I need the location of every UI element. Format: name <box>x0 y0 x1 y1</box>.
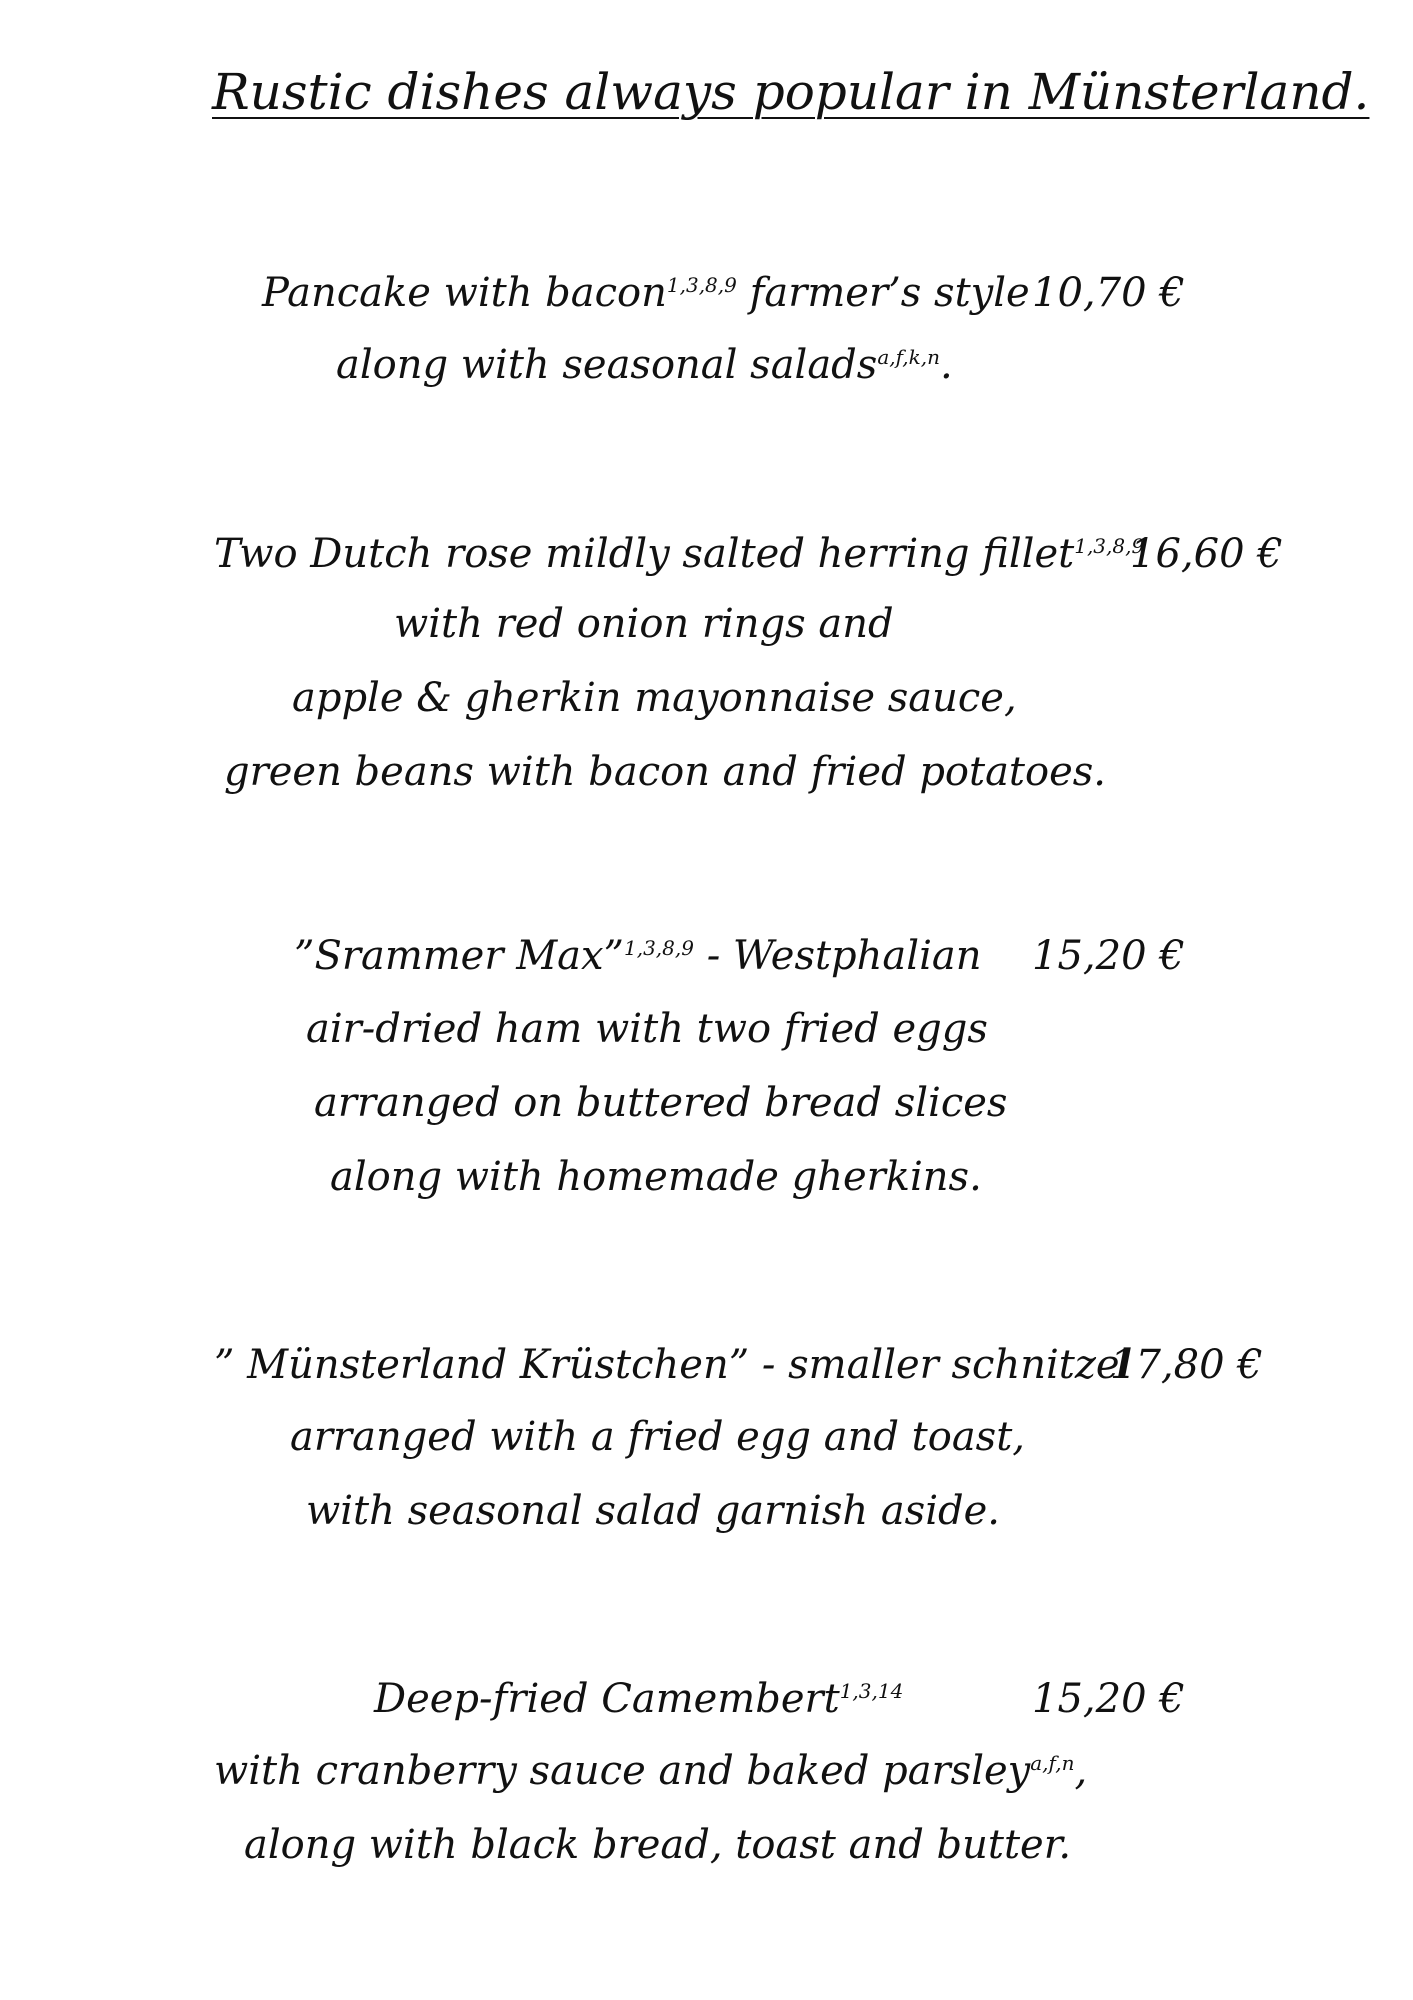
dish-3-name <box>294 929 981 983</box>
dish-1-name-text: Pancake with bacon <box>262 270 667 316</box>
dish-1-description-text: along with seasonal salads <box>336 342 878 388</box>
dish-5-price: 15,20 € <box>1032 1676 1185 1722</box>
dish-5-description-line-1 <box>214 1744 1087 1798</box>
dish-2-name-text: Two Dutch rose mildly salted herring fillet <box>214 531 1075 577</box>
dish-4-price: 17,80 € <box>1110 1342 1263 1388</box>
dish-5-description-text: with cranberry sauce and baked parsley <box>214 1748 1031 1794</box>
dish-5-name <box>374 1672 903 1726</box>
dish-1-price: 10,70 € <box>1032 270 1185 316</box>
dish-4-description-line-2: with seasonal salad garnish aside. <box>306 1488 1000 1534</box>
dish-1-name-text-2: farmer’s style <box>736 270 1030 316</box>
dish-3-description-line-1: air-dried ham with two fried eggs <box>306 1006 988 1052</box>
dish-3-allergens: 1,3,8,9 <box>624 936 694 960</box>
dish-4-description-line-1: arranged with a fried egg and toast, <box>290 1414 1025 1460</box>
dish-3-description-line-2: arranged on buttered bread slices <box>314 1080 1008 1126</box>
dish-3-name-text: ”Srammer Max” <box>294 933 624 979</box>
dish-4-name <box>214 1338 1132 1392</box>
dish-5-description-line-2: along with black bread, toast and butter. <box>244 1822 1072 1868</box>
dish-1-description-allergens: a,f,k,n <box>877 345 940 369</box>
dish-2-description-line-3: green beans with bacon and fried potatoes. <box>224 749 1106 795</box>
dish-2-allergens: 1,3,8,9 <box>1074 534 1145 558</box>
dish-3-price: 15,20 € <box>1032 933 1185 979</box>
dish-5-description-allergens: a,f,n <box>1030 1751 1075 1775</box>
page-title: Rustic dishes always popular in Münsterland. <box>212 63 1370 121</box>
dish-3-description-line-3: along with homemade gherkins. <box>330 1154 982 1200</box>
dish-3-name-text-2: - Westphalian <box>693 933 982 979</box>
dish-5-description-suffix: , <box>1074 1748 1088 1794</box>
dish-1-description-line-1 <box>336 338 953 392</box>
dish-2-price: 16,60 € <box>1130 531 1283 577</box>
dish-2-name <box>214 527 1144 581</box>
dish-2-description-line-1: with red onion rings and <box>394 601 894 647</box>
dish-1-description-suffix: . <box>940 342 953 388</box>
dish-1-allergens: 1,3,8,9 <box>666 273 737 297</box>
dish-2-description-line-2: apple & gherkin mayonnaise sauce, <box>292 675 1017 721</box>
dish-1-name <box>262 266 1030 320</box>
dish-4-name-text: ” Münsterland Krüstchen” - smaller schnitzel <box>214 1342 1133 1388</box>
dish-5-name-text: Deep-fried Camembert <box>374 1676 840 1722</box>
dish-5-allergens: 1,3,14 <box>839 1679 904 1703</box>
